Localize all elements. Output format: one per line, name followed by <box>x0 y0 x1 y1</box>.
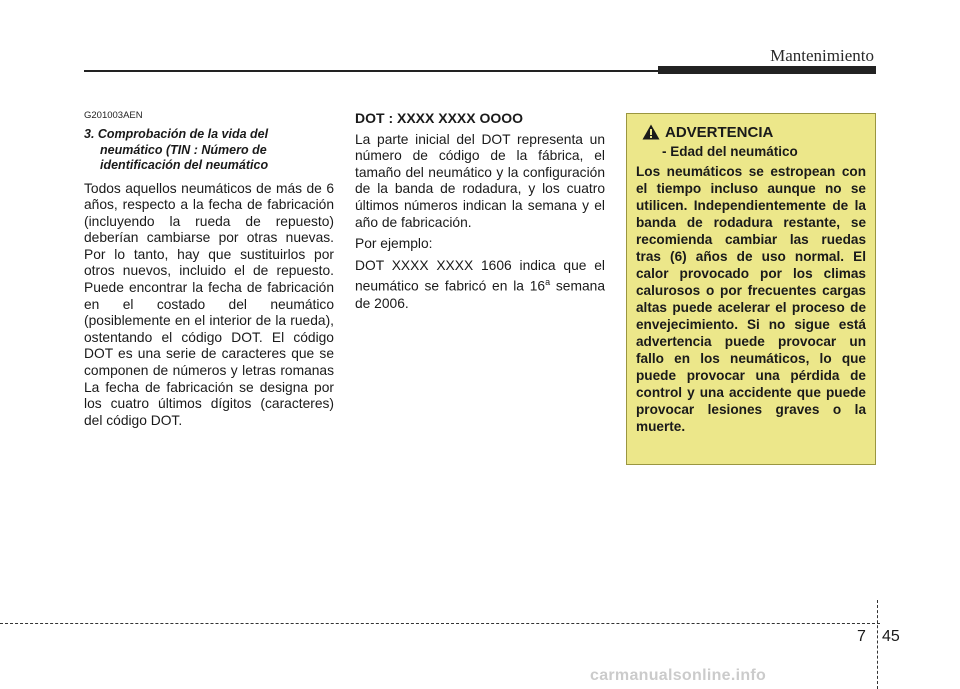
ordinal-superscript: a <box>545 277 551 288</box>
page-number: 45 <box>882 628 900 645</box>
footer-rule <box>0 623 880 624</box>
warning-triangle-icon <box>642 124 660 140</box>
chapter-number: 7 <box>857 628 866 645</box>
example-paragraph <box>355 258 605 312</box>
example-text: DOT XXXX XXXX 1606 indica que el neumático se fabricó en la 16 <box>355 257 605 294</box>
dot-explanation-paragraph: La parte inicial del DOT representa un número de código de la fábrica, el tamaño del neumático y la configuración de la banda de rodadura, y los cuatro últimos números indican la semana y el año de fabricación. <box>355 131 605 230</box>
warning-subtitle: - Edad del neumático <box>662 144 798 159</box>
watermark: carmanualsonline.info <box>590 667 767 684</box>
body-paragraph: Todos aquellos neumáticos de más de 6 años, respecto a la fecha de fabricación (incluyendo la rueda de repuesto) deberían cambiarse por otras nuevas. Por lo tanto, hay que sustituirlos por otros nuevos, incluido el de repuesto. Puede encontrar la fecha de fabricación en el costado del neumático (posiblemente en el interior de la rueda), ostentando el código DOT. El código DOT es una serie de caracteres que se componen de números y letras romanas La fecha de fabricación se designa por los cuatro últimos dígitos (caracteres) del código DOT. <box>84 180 334 428</box>
middle-column <box>355 110 605 317</box>
example-text-end: semana de 2006. <box>355 278 605 311</box>
example-label: Por ejemplo: <box>355 236 433 252</box>
section-heading: 3. Comprobación de la vida del neumático (TIN : Número de identificación del neumático <box>84 127 269 172</box>
warning-title: ADVERTENCIA <box>665 123 774 141</box>
header-title: Mantenimiento <box>770 46 874 65</box>
dot-heading: DOT : XXXX XXXX OOOO <box>355 110 524 126</box>
warning-header <box>642 123 866 141</box>
section-code: G201003AEN <box>84 110 143 121</box>
left-column <box>84 110 334 429</box>
warning-box <box>626 113 876 465</box>
header-rule-accent <box>658 66 876 74</box>
warning-body: Los neumáticos se estropean con el tiempo incluso aunque no se utilicen. Independientemente de la banda de rodadura restante, se recomienda cambiar las ruedas tras (6) años de uso normal. El calor provocado por los climas calurosos o por frecuentes cargas altas puede acelerar el proceso de envejecimiento. Si no sigue está advertencia puede provocar un fallo en los neumáticos, lo que puede provocar una pérdida de control y una accidente que puede provocar lesiones graves o la muerte. <box>636 164 866 434</box>
header-rule <box>84 70 658 72</box>
footer-divider <box>877 600 878 689</box>
